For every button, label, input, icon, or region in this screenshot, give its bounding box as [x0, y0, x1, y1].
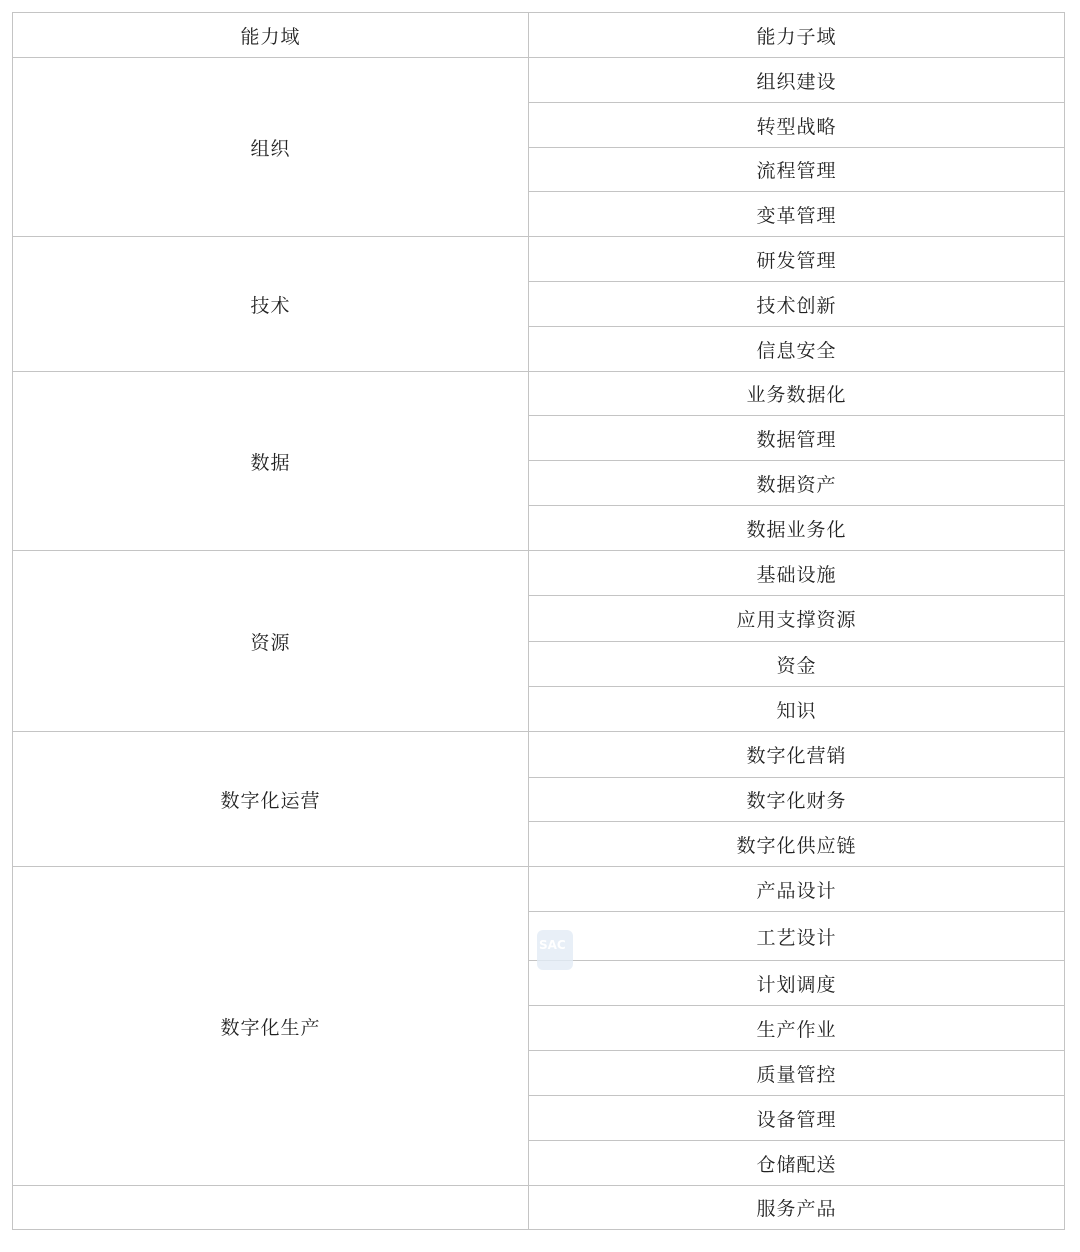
header-domain: 能力域 [13, 13, 529, 58]
subdomain-cell: 数据资产 [529, 461, 1065, 506]
subdomain-cell: 工艺设计 [529, 912, 1065, 961]
subdomain-cell: 基础设施 [529, 551, 1065, 596]
table-row [13, 372, 1065, 416]
subdomain-cell: 设备管理 [529, 1096, 1065, 1141]
subdomain-cell: 信息安全 [529, 327, 1065, 372]
domain-cell: 组织 [13, 58, 529, 237]
subdomain-cell: 业务数据化 [529, 372, 1065, 416]
subdomain-cell: 知识 [529, 687, 1065, 732]
table-row [13, 1186, 1065, 1230]
subdomain-cell: 数字化营销 [529, 732, 1065, 778]
subdomain-cell: 服务产品 [529, 1186, 1065, 1230]
domain-cell: 技术 [13, 237, 529, 372]
subdomain-cell: 流程管理 [529, 148, 1065, 192]
subdomain-cell: 质量管控 [529, 1051, 1065, 1096]
watermark-text: SAC [539, 938, 566, 952]
header-subdomain: 能力子域 [529, 13, 1065, 58]
table-row [13, 58, 1065, 103]
table-row [13, 551, 1065, 596]
domain-cell: 数字化生产 [13, 867, 529, 1186]
subdomain-cell: 仓储配送 [529, 1141, 1065, 1186]
subdomain-cell: 计划调度 [529, 961, 1065, 1006]
domain-cell: 资源 [13, 551, 529, 732]
subdomain-cell: 产品设计 [529, 867, 1065, 912]
subdomain-cell: 资金 [529, 642, 1065, 687]
table-header-row [13, 13, 1065, 58]
subdomain-cell: 数字化财务 [529, 778, 1065, 822]
subdomain-cell: 数据管理 [529, 416, 1065, 461]
subdomain-cell: 数字化供应链 [529, 822, 1065, 867]
subdomain-cell: 技术创新 [529, 282, 1065, 327]
table-row [13, 867, 1065, 912]
domain-cell: 数字化运营 [13, 732, 529, 867]
subdomain-cell: 研发管理 [529, 237, 1065, 282]
table-row [13, 237, 1065, 282]
table-body [13, 58, 1065, 1230]
domain-cell: 数据 [13, 372, 529, 551]
watermark-logo-icon [537, 930, 573, 970]
subdomain-cell: 生产作业 [529, 1006, 1065, 1051]
capability-table [12, 12, 1065, 1230]
subdomain-cell: 数据业务化 [529, 506, 1065, 551]
subdomain-cell: 转型战略 [529, 103, 1065, 148]
subdomain-cell: 组织建设 [529, 58, 1065, 103]
table-row [13, 732, 1065, 778]
subdomain-cell: 应用支撑资源 [529, 596, 1065, 642]
subdomain-cell: 变革管理 [529, 192, 1065, 237]
domain-cell [13, 1186, 529, 1230]
